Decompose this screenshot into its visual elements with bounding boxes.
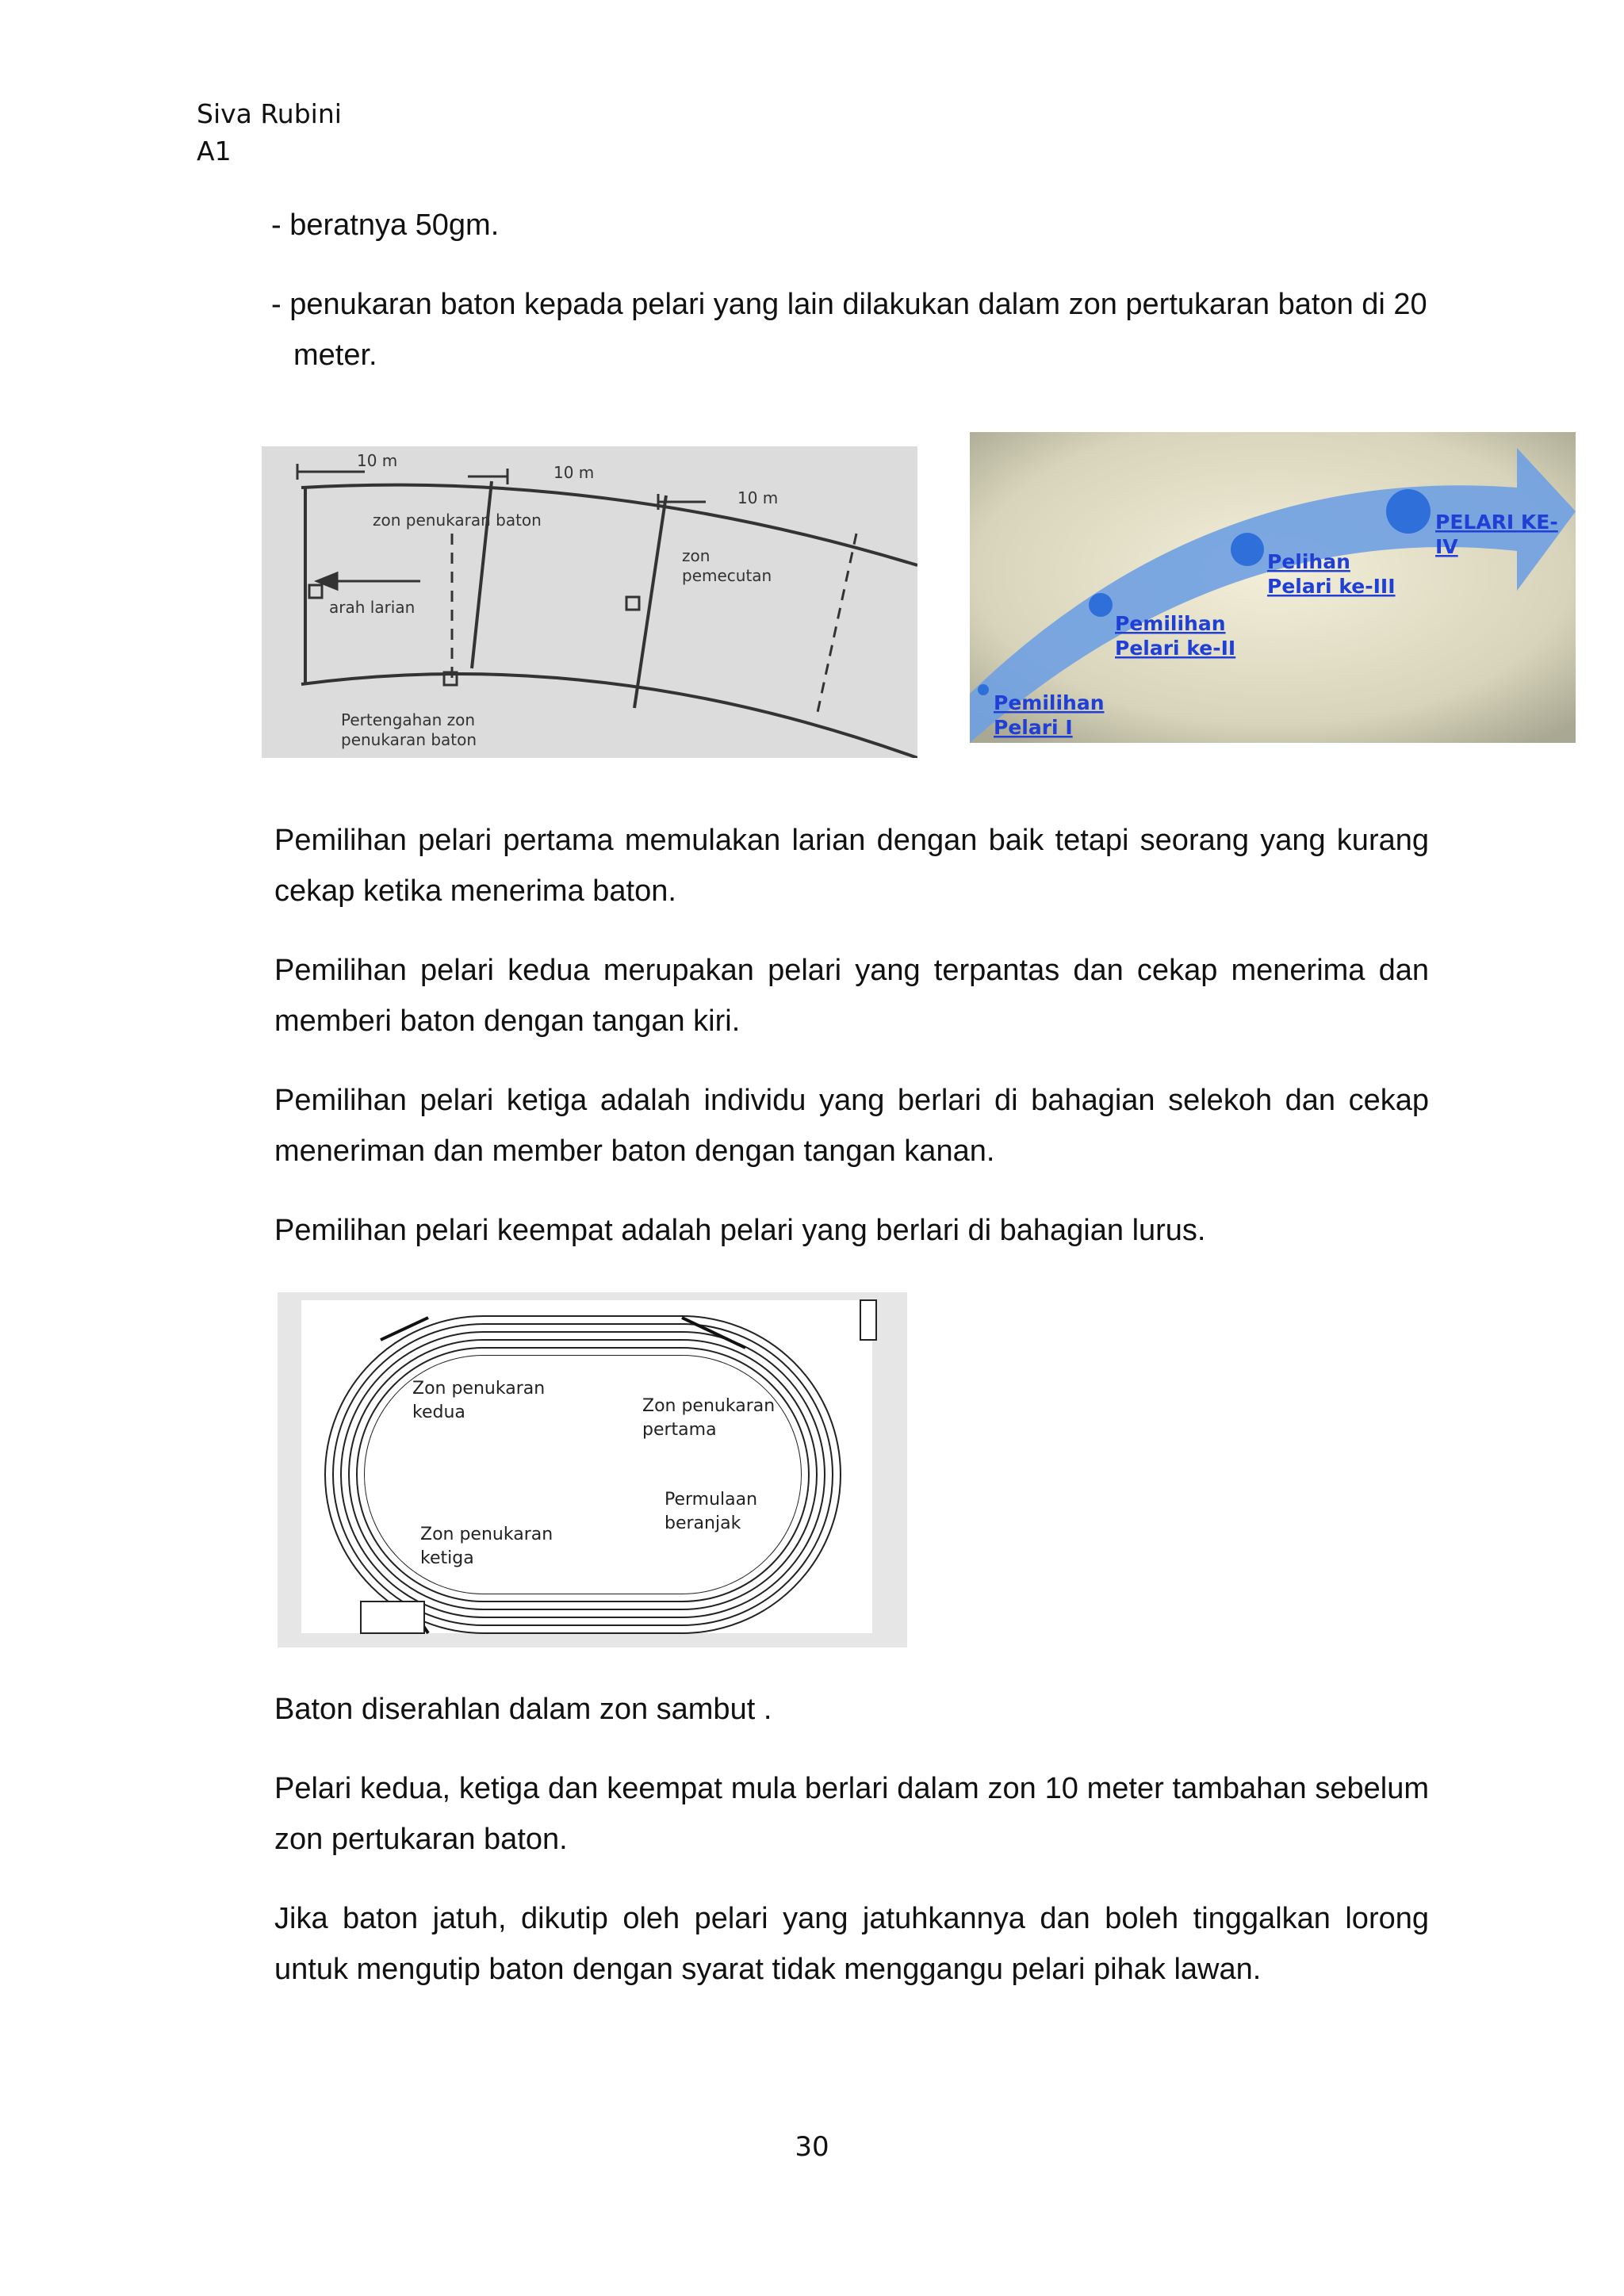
stage4-line2: IV [1435, 535, 1458, 558]
zone3-line1: Zon penukaran [420, 1525, 553, 1544]
stage2-line2: Pelari ke-II [1115, 637, 1236, 660]
paragraph-runner-4: Pemilihan pelari keempat adalah pelari yang berlari di bahagian lurus. [274, 1214, 1206, 1247]
zone-label: zon penukaran baton [373, 511, 542, 530]
zone3-line2: ketiga [420, 1548, 474, 1568]
author-code: A1 [197, 136, 232, 166]
bullet-weight-text: - beratnya 50gm. [271, 209, 500, 242]
mid-zone-line2: penukaran baton [341, 730, 477, 749]
stage2-line1: Pemilihan [1115, 612, 1226, 635]
stage3-line2: Pelari ke-III [1267, 575, 1396, 598]
bullet-exchange-line1: - penukaran baton kepada pelari yang lain dilakukan dalam zon pertukaran baton di 20 [271, 288, 1427, 321]
paragraph-runner-2: Pemilihan pelari kedua merupakan pelari yang terpantas dan cekap menerima dan memberi baton dengan tangan kiri. [274, 954, 1429, 1038]
bullet-exchange [271, 279, 1427, 381]
stage4-line1: PELARI KE- [1435, 511, 1558, 534]
author-name: Siva Rubini [197, 98, 342, 129]
zone2-line1: Zon penukaran [412, 1379, 546, 1399]
accel-zone-line2: pemecutan [682, 566, 772, 585]
accel-zone-line1: zon [682, 546, 710, 565]
bullet-weight [271, 200, 499, 251]
paragraph-extra-zone: Pelari kedua, ketiga dan keempat mula berlari dalam zon 10 meter tambahan sebelum zon pertukaran baton. [274, 1772, 1429, 1856]
page-number: 30 [795, 2131, 829, 2163]
exchange-zone-diagram [262, 446, 917, 758]
zone1-line1: Zon penukaran [642, 1396, 776, 1416]
paragraph-baton-zone: Baton diserahlan dalam zon sambut . [274, 1693, 772, 1726]
dim-label-3: 10 m [737, 488, 779, 507]
stage1-line1: Pemilihan [994, 691, 1105, 714]
zone2-line2: kedua [412, 1402, 465, 1422]
start-line1: Permulaan [665, 1490, 758, 1510]
mid-zone-line1: Pertengahan zon [341, 710, 476, 729]
bullet-exchange-line2: meter. [293, 339, 377, 372]
start-line2: beranjak [665, 1513, 741, 1533]
paragraph-runner-3: Pemilihan pelari ketiga adalah individu yang berlari di bahagian selekoh dan cekap meneriman dan member baton dengan tangan kanan. [274, 1084, 1429, 1168]
page-header [197, 95, 342, 170]
paragraph-runner-1: Pemilihan pelari pertama memulakan larian dengan baik tetapi seorang yang kurang cekap ketika menerima baton. [274, 824, 1429, 908]
runner-selection-diagram [970, 432, 1576, 743]
zone1-line2: pertama [642, 1420, 717, 1440]
paragraph-dropped-baton: Jika baton jatuh, dikutip oleh pelari yang jatuhkannya dan boleh tinggalkan lorong untuk mengutip baton dengan syarat tidak menggangu pelari pihak lawan. [274, 1902, 1429, 1986]
stage3-line1: Pelihan [1267, 550, 1350, 573]
track-zones-diagram [278, 1292, 907, 1647]
dim-label-1: 10 m [357, 451, 398, 470]
stage1-line2: Pelari I [994, 716, 1073, 739]
direction-label: arah larian [329, 598, 416, 617]
dim-label-2: 10 m [553, 463, 595, 482]
